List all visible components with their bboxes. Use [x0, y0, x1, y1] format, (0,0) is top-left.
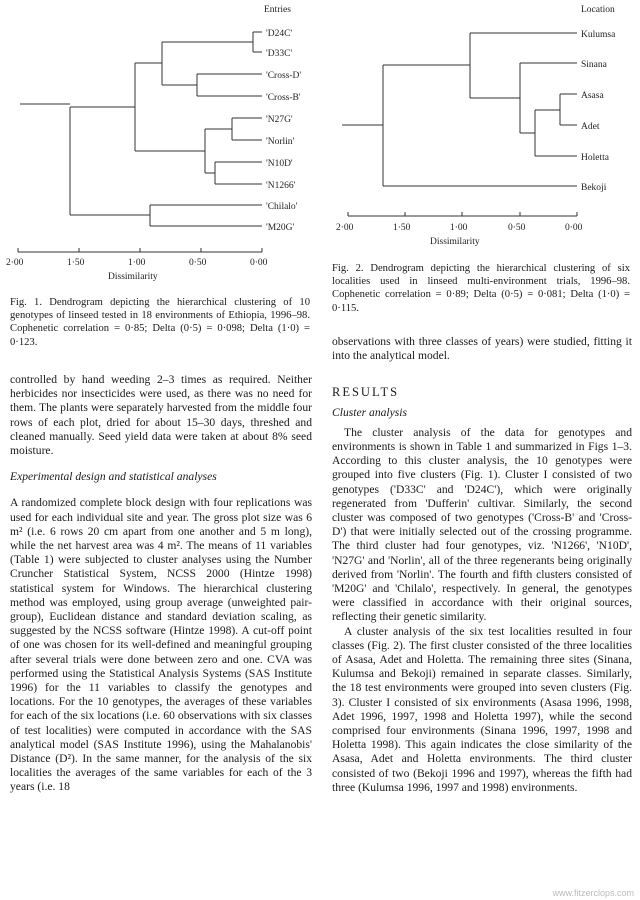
- fig2-leaf: Kulumsa: [581, 30, 616, 40]
- section-subheading: Cluster analysis: [332, 405, 408, 419]
- body-paragraph: A randomized complete block design with four replications was used for each individual site and year. The gross plot size was 6 m² (i.e. 6 rows 20 cm apart from one another and 5 m long), while the net harvest area was 4 m². The means of 11 variables (Table 1) were subjected to cluster analyses using the Number Cruncher Statistical System, NCSS 2000 (Hintze 1998) statistical system for Windows. The hierarchical clustering method was employed, using group average (unweighted pair-group), Euclidean distance and standard deviation scaling, as suggested by the NCSS software (Hintze 1998). A cut-off point of one was chosen for its well-defined and meaningful grouping after several trials were done between zero and one. CVA was performed using the Statistical Analysis Systems (SAS Institute 1996) for the 11 variables to classify the genotypes and locations. For the 10 genotypes, the averages of these variables for each of the six locations (i.e. 60 observations with six classes of test localities) were computed in accordance with the SAS analytical model (SAS Institute 1996), using the Mahalanobis' Distance (D²). In the same manner, for the analysis of the six localities the averages of the same variables for each of the 3 years (i.e. 18: [10, 496, 312, 794]
- fig2-axis-label: Dissimilarity: [430, 237, 480, 247]
- fig1-leaf: 'N27G': [266, 115, 293, 125]
- fig1-leaf: 'Cross-B': [266, 93, 301, 103]
- fig1-tick: 2·00: [6, 258, 24, 268]
- fig1-tick: 1·50: [67, 258, 85, 268]
- fig2-tick: 0·50: [508, 223, 526, 233]
- fig2-leaf-labels: [581, 30, 616, 193]
- body-paragraph: observations with three classes of years) were studied, fitting it into the analytical model.: [332, 335, 632, 363]
- fig1-axis-label: Dissimilarity: [108, 272, 158, 282]
- fig2-tick: 1·50: [393, 223, 411, 233]
- fig1-tree: [18, 32, 262, 252]
- right-text-column: [332, 335, 632, 795]
- fig2-tick: 1·00: [450, 223, 468, 233]
- fig2-leaf: Bekoji: [581, 183, 607, 193]
- fig2-leaf: Asasa: [581, 91, 604, 101]
- fig1-leaf: 'N10D': [266, 159, 293, 169]
- fig2-caption: Fig. 2. Dendrogram depicting the hierarchical clustering of six localities used in linseed multi-environment trials, 1996–98. Cophenetic correlation = 0·89; Delta (0·5) = 0·081; Delta (1·0) = 0·115.: [332, 263, 630, 314]
- fig2-header: Location: [581, 5, 615, 15]
- fig1-leaf: 'D24C': [266, 29, 293, 39]
- fig2-leaf: Holetta: [581, 153, 609, 163]
- fig2-tick: 2·00: [336, 223, 354, 233]
- fig1-leaf: 'Cross-D': [266, 71, 302, 81]
- watermark: www.fitzerclops.com: [552, 888, 634, 898]
- body-paragraph: The cluster analysis of the data for genotypes and environments is shown in Table 1 and summarized in Figs 1–3. According to this cluster analysis, the 10 genotypes were grouped into five clusters (Fig. 1). Cluster I consisted of two genotypes ('D33C' and 'D24C'), which were originally regenerated from 'Dufferin' cultivar. Similarly, the second cluster was composed of two genotypes ('Cross-B' and 'Cross-D') that were initially selected out of the crossing programme. The third cluster had four genotypes, viz. 'N1266', 'N10D', 'N27G' and 'Norlin', all of the three regenerants being originally derived from 'Norlin'. The fourth and fifth clusters consisted of 'M20G' and 'Chilalo', respectively. In general, the genotypes were classified in accordance with their original sources, reflecting their genetic similarity.: [332, 425, 632, 624]
- fig1-leaf: 'D33C': [266, 49, 293, 59]
- fig2-tick-labels: [336, 223, 583, 233]
- fig1-leaf: 'M20G': [266, 223, 295, 233]
- figure-1-dendrogram: [0, 0, 330, 290]
- section-heading-results: RESULTS: [332, 385, 400, 400]
- fig1-leaf: 'N1266': [266, 181, 296, 191]
- body-paragraph: controlled by hand weeding 2–3 times as required. Neither herbicides nor insecticides were used, as there was no need for them. The plants were separately harvested from the middle four rows of each plot, dried for about 15–30 days, threshed and cleaned manually. Seed yield data were taken at about 8% seed moisture.: [10, 373, 312, 458]
- figure-2-dendrogram: [330, 0, 640, 260]
- fig1-header: Entries: [264, 5, 291, 15]
- fig1-tick: 0·50: [189, 258, 207, 268]
- section-subheading: Experimental design and statistical analyses: [10, 470, 217, 484]
- fig1-tick: 1·00: [128, 258, 146, 268]
- fig2-leaf: Adet: [581, 122, 600, 132]
- fig1-tick-labels: [6, 258, 268, 268]
- fig1-caption: Fig. 1. Dendrogram depicting the hierarchical clustering of 10 genotypes of linseed tested in 18 environments of Ethiopia, 1996–98. Cophenetic correlation = 0·85; Delta (0·5) = 0·098; Delta (1·0) = 0·123.: [10, 297, 310, 348]
- body-paragraph: A cluster analysis of the six test localities resulted in four classes (Fig. 2). The first cluster consisted of the three localities of Asasa, Adet and Holetta. The remaining three sites (Sinana, Kulumsa and Bekoji) remained in separate classes. Similarly, the 18 test environments were grouped into seven clusters (Fig. 3). Cluster I consisted of six environments (Asasa 1996, 1998, Adet 1996, 1997, 1998 and Holetta 1997), while the second comprised four environments (Sinana 1996, 1997, 1998 and Holetta 1998). This again indicates the close similarity of the Asasa, Adet and Holetta environments. The third cluster consisted of two (Bekoji 1996 and 1997), whereas the fifth had three (Kulumsa 1996, 1997 and 1998) environments.: [332, 624, 632, 794]
- fig1-leaf-labels: [266, 29, 301, 233]
- fig1-leaf: 'Chilalo': [266, 202, 298, 212]
- fig2-tree: [342, 33, 577, 216]
- fig2-tick: 0·00: [565, 223, 583, 233]
- fig1-tick: 0·00: [250, 258, 268, 268]
- left-text-column: [10, 373, 312, 795]
- fig2-leaf: Sinana: [581, 60, 607, 70]
- fig1-leaf: 'Norlin': [266, 137, 295, 147]
